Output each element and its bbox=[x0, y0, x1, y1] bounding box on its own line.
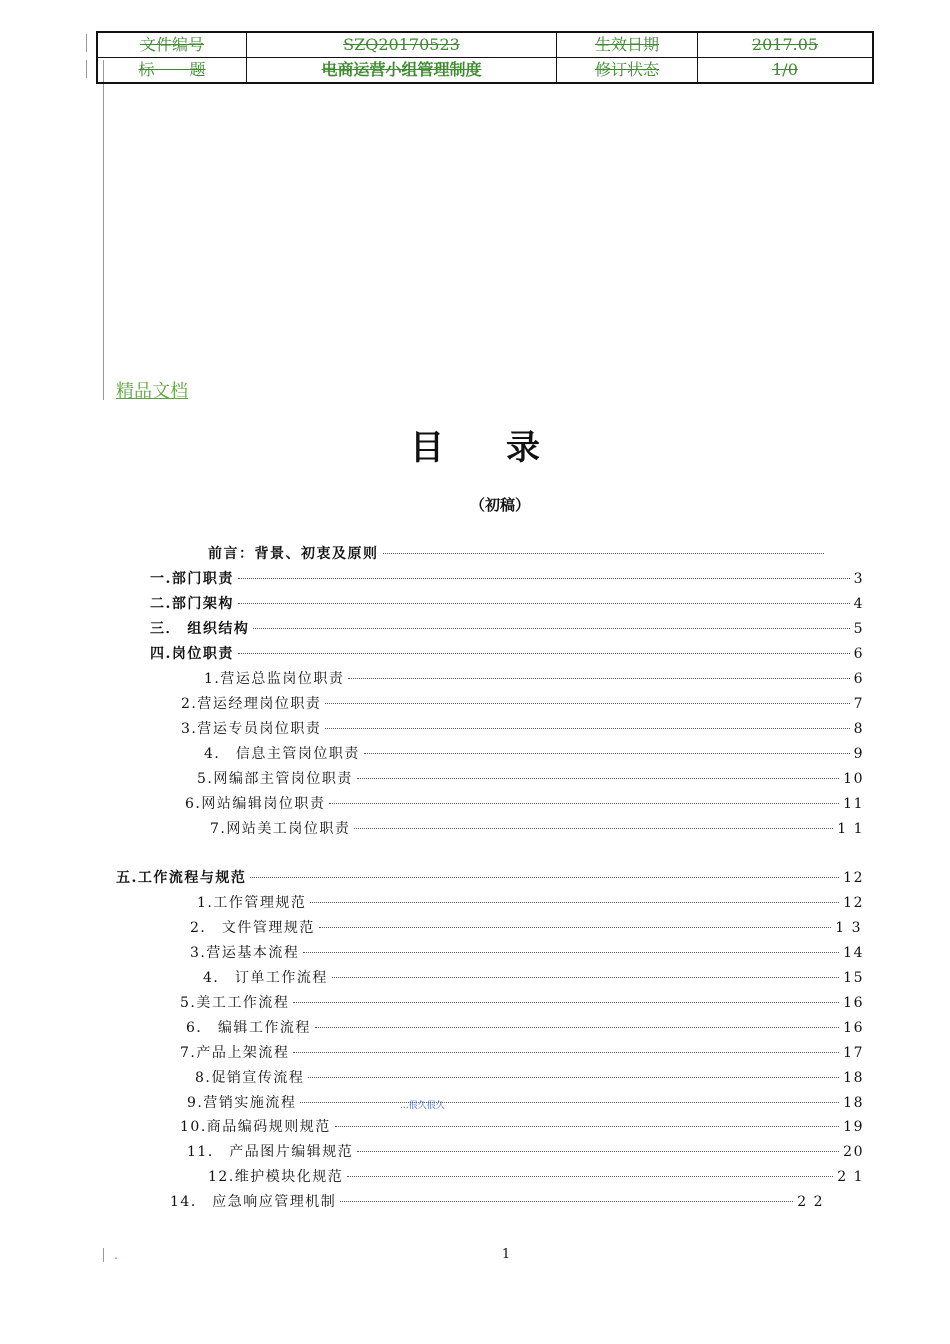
toc-page: 4 bbox=[853, 596, 864, 612]
toc-label: 7.产品上架流程 bbox=[180, 1045, 290, 1061]
toc-page: 1 1 bbox=[837, 821, 864, 837]
toc-label: 1.营运总监岗位职责 bbox=[204, 671, 345, 687]
toc-label: 3.营运基本流程 bbox=[190, 945, 300, 961]
toc-entry-3[interactable] bbox=[150, 618, 864, 640]
toc-entry-5-3[interactable] bbox=[190, 942, 864, 964]
watermark-text: 精品文档 bbox=[116, 381, 188, 402]
toc-label: 6.网站编辑岗位职责 bbox=[185, 796, 326, 812]
toc-label: 8.促销宣传流程 bbox=[195, 1070, 305, 1086]
toc-label: 12.维护模块化规范 bbox=[208, 1169, 344, 1185]
toc-entry-5[interactable] bbox=[116, 867, 864, 889]
toc-entry-5-5[interactable] bbox=[180, 992, 864, 1014]
effective-date-label: 生效日期 bbox=[557, 32, 698, 58]
revision-label: 修订状态 bbox=[557, 58, 698, 84]
toc-page: 1 3 bbox=[835, 920, 862, 936]
toc-label: 4． 订单工作流程 bbox=[203, 970, 328, 986]
toc-entry-4[interactable] bbox=[150, 643, 864, 665]
toc-page: 12 bbox=[843, 870, 864, 886]
toc-leader bbox=[293, 1052, 839, 1053]
toc-leader bbox=[238, 578, 850, 579]
toc-leader bbox=[329, 803, 839, 804]
toc-page: 10 bbox=[843, 771, 864, 787]
toc-label: 二.部门架构 bbox=[150, 596, 234, 612]
toc-page: 12 bbox=[843, 895, 864, 911]
toc-page: 20 bbox=[843, 1144, 864, 1160]
footer-mark: . bbox=[114, 1248, 118, 1262]
toc-page: 14 bbox=[843, 945, 864, 961]
toc-label: 4． 信息主管岗位职责 bbox=[204, 746, 360, 762]
toc-label: 三． 组织结构 bbox=[150, 621, 250, 637]
toc-leader bbox=[335, 1126, 839, 1127]
toc-page: 11 bbox=[843, 796, 864, 812]
toc-label: 7.网站美工岗位职责 bbox=[210, 821, 351, 837]
toc-page: 6 bbox=[853, 671, 864, 687]
toc-entry-preface[interactable] bbox=[208, 543, 828, 565]
toc-page: 3 bbox=[853, 571, 864, 587]
toc-label: 五.工作流程与规范 bbox=[116, 870, 247, 886]
toc-page: 2 1 bbox=[837, 1169, 864, 1185]
toc-leader bbox=[332, 977, 839, 978]
toc-entry-5-1[interactable] bbox=[197, 892, 864, 914]
toc-label: 1.工作管理规范 bbox=[197, 895, 307, 911]
toc-entry-4-6[interactable] bbox=[185, 793, 864, 815]
revision-value: 1/0 bbox=[698, 58, 874, 84]
toc-entry-4-3[interactable] bbox=[181, 718, 864, 740]
toc-page: 18 bbox=[843, 1070, 864, 1086]
toc-entry-5-11[interactable] bbox=[187, 1141, 864, 1163]
toc-leader bbox=[347, 1176, 833, 1177]
toc-entry-5-4[interactable] bbox=[203, 967, 864, 989]
toc-leader bbox=[325, 703, 849, 704]
toc-label: 四.岗位职责 bbox=[150, 646, 234, 662]
toc-label: 14． 应急响应管理机制 bbox=[170, 1194, 337, 1210]
toc-entry-5-12[interactable] bbox=[208, 1166, 864, 1188]
toc-page: 5 bbox=[853, 621, 864, 637]
page-title: 目录 bbox=[410, 428, 602, 468]
toc-label: 10.商品编码规则规范 bbox=[180, 1119, 331, 1135]
toc-label: 6． 编辑工作流程 bbox=[186, 1020, 311, 1036]
toc-leader bbox=[300, 1102, 839, 1103]
toc-leader bbox=[250, 877, 839, 878]
toc-label: 5.美工工作流程 bbox=[180, 995, 290, 1011]
toc-leader bbox=[340, 1201, 793, 1202]
toc-entry-5-7[interactable] bbox=[180, 1042, 864, 1064]
doc-no-value: SZQ20170523 bbox=[247, 32, 557, 58]
toc-page: 17 bbox=[843, 1045, 864, 1061]
toc-page: 8 bbox=[853, 721, 864, 737]
toc-entry-5-2[interactable] bbox=[190, 917, 862, 939]
toc-page: 18 bbox=[843, 1095, 864, 1111]
toc-page: 2 2 bbox=[797, 1194, 824, 1210]
toc-entry-4-2[interactable] bbox=[181, 693, 864, 715]
effective-date-value: 2017.05 bbox=[698, 32, 874, 58]
document-header-table bbox=[96, 31, 874, 84]
toc-entry-1[interactable] bbox=[150, 568, 864, 590]
toc-leader bbox=[319, 927, 831, 928]
toc-page: 7 bbox=[853, 696, 864, 712]
toc-leader bbox=[303, 952, 839, 953]
toc-page: 16 bbox=[843, 1020, 864, 1036]
toc-page: 15 bbox=[843, 970, 864, 986]
toc-entry-5-14[interactable] bbox=[170, 1191, 824, 1213]
toc-leader bbox=[238, 603, 850, 604]
toc-label: 前言：背景、初衷及原则 bbox=[208, 546, 379, 562]
toc-leader bbox=[348, 678, 849, 679]
toc-page: 16 bbox=[843, 995, 864, 1011]
toc-entry-4-1[interactable] bbox=[204, 668, 864, 690]
toc-label: 9.营销实施流程 bbox=[187, 1095, 297, 1111]
toc-entry-4-5[interactable] bbox=[197, 768, 864, 790]
toc-leader bbox=[315, 1027, 839, 1028]
title-value: 电商运营小组管理制度 bbox=[247, 58, 557, 84]
toc-label: 3.营运专员岗位职责 bbox=[181, 721, 322, 737]
toc-page: 9 bbox=[853, 746, 864, 762]
toc-entry-5-10[interactable] bbox=[180, 1116, 864, 1138]
toc-label: 一.部门职责 bbox=[150, 571, 234, 587]
toc-leader bbox=[383, 553, 825, 554]
toc-leader bbox=[325, 728, 849, 729]
toc-label: 5.网编部主管岗位职责 bbox=[197, 771, 353, 787]
margin-rule-top-1 bbox=[86, 34, 87, 52]
toc-leader bbox=[293, 1002, 839, 1003]
toc-entry-2[interactable] bbox=[150, 593, 864, 615]
toc-page: 6 bbox=[853, 646, 864, 662]
title-label: 标 题 bbox=[97, 58, 247, 84]
page-number: 1 bbox=[501, 1247, 511, 1262]
toc-leader bbox=[357, 778, 839, 779]
toc-entry-4-4[interactable] bbox=[204, 743, 864, 765]
margin-rule-top-2 bbox=[86, 60, 87, 78]
page-subtitle: （初稿） bbox=[469, 496, 530, 514]
toc-label: 2.营运经理岗位职责 bbox=[181, 696, 322, 712]
toc-leader bbox=[253, 628, 849, 629]
toc-leader bbox=[310, 902, 839, 903]
toc-entry-5-6[interactable] bbox=[186, 1017, 864, 1039]
toc-leader bbox=[357, 1151, 839, 1152]
toc-leader bbox=[238, 653, 850, 654]
toc-label: 2． 文件管理规范 bbox=[190, 920, 315, 936]
toc-entry-5-8[interactable] bbox=[195, 1067, 864, 1089]
doc-no-label: 文件编号 bbox=[97, 32, 247, 58]
toc-leader bbox=[364, 753, 850, 754]
toc-leader bbox=[308, 1077, 839, 1078]
inline-note: ...很久很久 bbox=[400, 1101, 445, 1111]
toc-leader bbox=[354, 828, 833, 829]
toc-label: 11． 产品图片编辑规范 bbox=[187, 1144, 354, 1160]
toc-entry-4-7[interactable] bbox=[210, 818, 864, 840]
toc-page: 19 bbox=[843, 1119, 864, 1135]
toc-entry-5-9[interactable] bbox=[187, 1092, 864, 1114]
margin-rule-left bbox=[103, 60, 104, 400]
